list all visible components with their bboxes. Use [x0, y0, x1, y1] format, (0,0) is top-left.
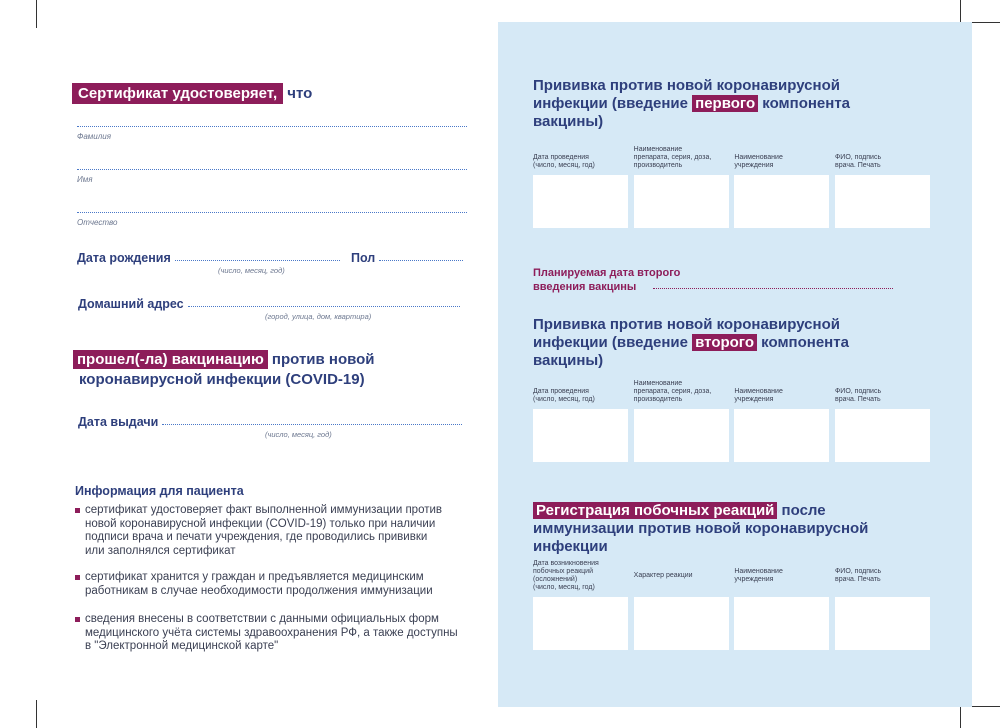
- first-dose-title-line2-end: компонента: [758, 95, 851, 112]
- dob-field[interactable]: [77, 251, 340, 265]
- vaccination-line2: коронавирусной инфекции (COVID-19): [79, 371, 365, 388]
- patient-info-title: Информация для пациента: [75, 484, 244, 498]
- second-dose-title-line2-end: компонента: [757, 334, 849, 351]
- column-header-reaction-date: Дата возникновения побочных реакций (осложнений) (число, месяц, год): [533, 560, 599, 591]
- bullet-line: медицинского учёта системы здравоохранения РФ, а также доступны: [85, 626, 458, 639]
- name-label: Имя: [77, 175, 93, 184]
- bullet-line: сведения внесены в соответствии с данными официальных форм: [85, 613, 439, 625]
- column-header-date: Дата проведения (число, месяц, год): [533, 388, 595, 403]
- planned-second-dose: [533, 266, 928, 294]
- side-effects-table: [533, 560, 930, 650]
- first-dose-institution-cell[interactable]: [734, 175, 829, 228]
- patronymic-field[interactable]: [77, 212, 467, 227]
- first-dose-title: [533, 77, 963, 131]
- dob-label: Дата рождения: [77, 251, 171, 265]
- reaction-institution-cell[interactable]: [734, 597, 829, 650]
- first-dose-highlight: первого: [692, 95, 758, 112]
- second-dose-title-line2: инфекции (введение: [533, 334, 693, 351]
- issue-date-hint: (число, месяц, год): [265, 430, 332, 439]
- first-dose-title-line2: инфекции (введение: [533, 95, 693, 112]
- bullet-line: подписи врача и печати учреждения, где проводились прививки: [85, 531, 428, 543]
- left-page: [0, 0, 498, 728]
- first-dose-doctor-cell[interactable]: [835, 175, 930, 228]
- column-header-drug: Наименование препарата, серия, доза, производитель: [633, 146, 712, 169]
- first-dose-drug-cell[interactable]: [634, 175, 729, 228]
- second-dose-doctor-cell[interactable]: [835, 409, 930, 462]
- info-bullet: [75, 571, 480, 598]
- column-header-doctor: ФИО, подпись врача. Печать: [834, 568, 882, 583]
- bullet-square-icon: [75, 617, 80, 622]
- bullet-square-icon: [75, 575, 80, 580]
- bullet-line: сертификат удостоверяет факт выполненной иммунизации против: [85, 504, 443, 516]
- column-header-doctor: ФИО, подпись врача. Печать: [834, 154, 882, 169]
- planned-second-dose-line1: Планируемая дата второго: [533, 267, 681, 279]
- vaccination-statement: [73, 350, 375, 390]
- certificate-title-suffix: что: [283, 85, 313, 102]
- side-effects-title-line1-end: после: [777, 502, 826, 519]
- column-header-institution: Наименование учреждения: [734, 154, 783, 169]
- reaction-type-cell[interactable]: [634, 597, 729, 650]
- side-effects-title: [533, 502, 963, 556]
- bullet-line: или заполнялся сертификат: [85, 544, 236, 557]
- reaction-doctor-cell[interactable]: [835, 597, 930, 650]
- certificate-title: [72, 85, 312, 102]
- bullet-line: сертификат хранится у граждан и предъявляется медицинским: [85, 571, 424, 583]
- column-header-institution: Наименование учреждения: [734, 388, 783, 403]
- vaccination-line1-suffix: против новой: [267, 351, 375, 368]
- crop-mark: [972, 706, 1000, 707]
- first-dose-date-cell[interactable]: [533, 175, 628, 228]
- second-dose-title: [533, 316, 963, 370]
- second-dose-highlight: второго: [692, 334, 757, 351]
- sex-field[interactable]: [351, 251, 463, 265]
- side-effects-title-line3: инфекции: [533, 538, 608, 555]
- surname-label: Фамилия: [77, 132, 111, 141]
- second-dose-title-line1: Прививка против новой коронавирусной: [533, 316, 840, 333]
- second-dose-institution-cell[interactable]: [734, 409, 829, 462]
- right-page: [498, 22, 972, 707]
- second-dose-title-line3: вакцины): [533, 352, 604, 369]
- surname-field[interactable]: [77, 126, 467, 141]
- dob-hint: (число, месяц, год): [218, 266, 285, 275]
- sex-label: Пол: [351, 251, 376, 265]
- bullet-line: в "Электронной медицинской карте": [85, 640, 279, 652]
- side-effects-highlight: Регистрация побочных реакций: [533, 502, 777, 519]
- certificate-title-highlight: Сертификат удостоверяет,: [72, 83, 283, 104]
- address-label: Домашний адрес: [78, 297, 184, 311]
- planned-second-dose-line2: введения вакцины: [533, 281, 637, 293]
- first-dose-title-line1: Прививка против новой коронавирусной: [533, 77, 840, 94]
- column-header-drug: Наименование препарата, серия, доза, производитель: [633, 380, 712, 403]
- planned-date-input[interactable]: [653, 288, 893, 289]
- bullet-square-icon: [75, 508, 80, 513]
- second-dose-date-cell[interactable]: [533, 409, 628, 462]
- column-header-date: Дата проведения (число, месяц, год): [533, 154, 595, 169]
- issue-date-label: Дата выдачи: [78, 415, 159, 429]
- second-dose-table: [533, 382, 930, 462]
- column-header-institution: Наименование учреждения: [734, 568, 783, 583]
- vaccination-highlight: прошел(-ла) вакцинацию: [73, 350, 268, 369]
- crop-mark: [972, 22, 1000, 23]
- info-bullet: [75, 504, 480, 558]
- name-field[interactable]: [77, 169, 467, 184]
- side-effects-title-line2: иммунизации против новой коронавирусной: [533, 520, 869, 537]
- patronymic-label: Отчество: [77, 218, 118, 227]
- second-dose-drug-cell[interactable]: [634, 409, 729, 462]
- issue-date-field[interactable]: [78, 415, 462, 429]
- reaction-date-cell[interactable]: [533, 597, 628, 650]
- column-header-doctor: ФИО, подпись врача. Печать: [834, 388, 882, 403]
- address-field[interactable]: [78, 297, 460, 311]
- first-dose-title-line3: вакцины): [533, 113, 604, 130]
- info-bullet: [75, 613, 480, 654]
- bullet-line: новой коронавирусной инфекции (COVID-19) только при наличии: [85, 517, 436, 530]
- column-header-reaction-type: Характер реакции: [633, 572, 693, 579]
- bullet-line: работникам в случае необходимости продолжения иммунизации: [85, 584, 433, 597]
- first-dose-table: [533, 148, 930, 228]
- address-hint: (город, улица, дом, квартира): [265, 312, 372, 321]
